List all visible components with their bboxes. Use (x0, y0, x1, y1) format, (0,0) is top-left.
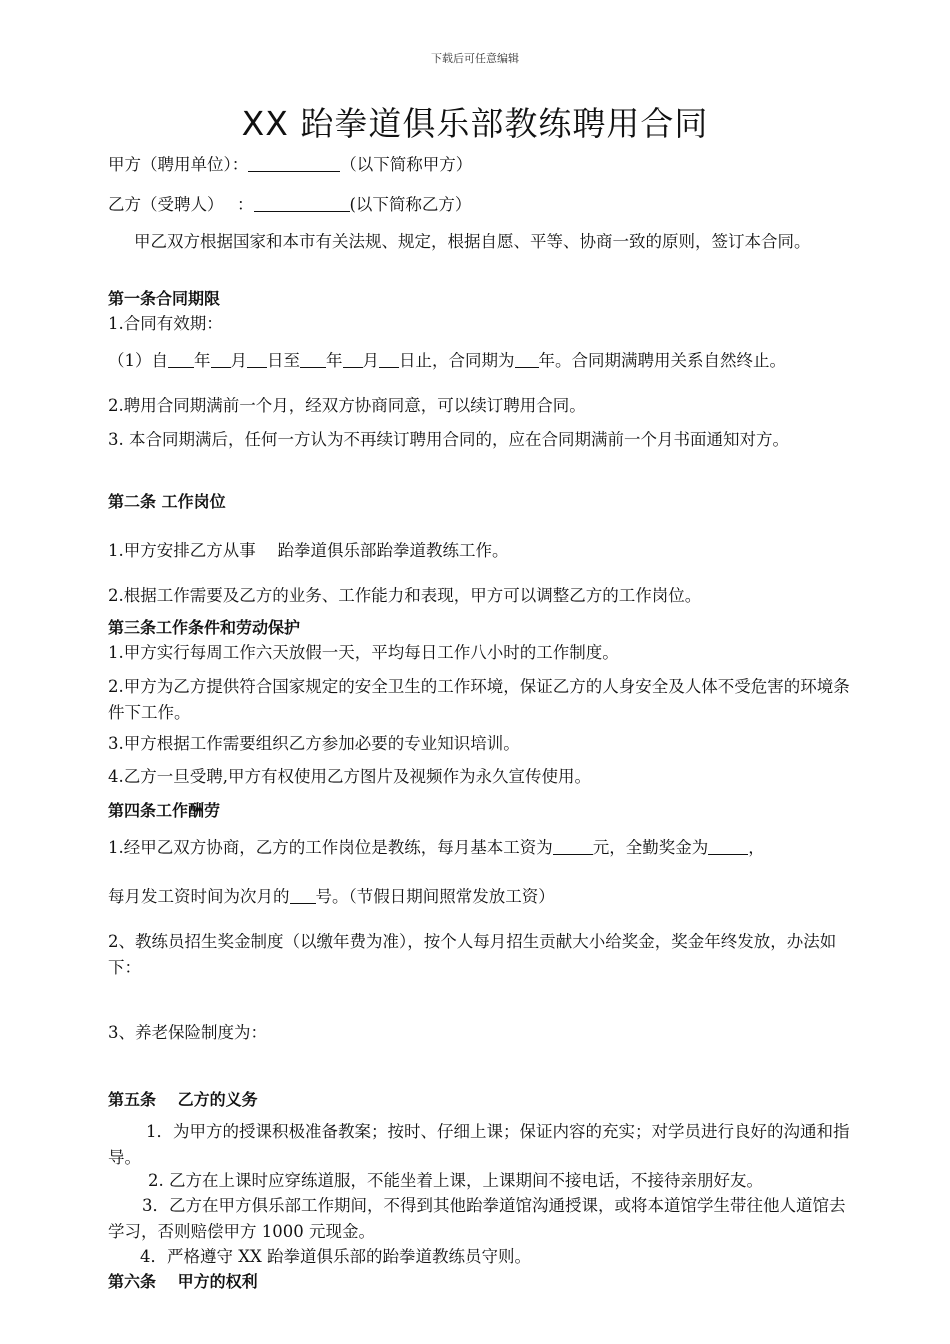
party-a-line (108, 152, 853, 178)
term-end-text: 年。合同期满聘用关系自然终止。 (538, 351, 786, 370)
article-1-term-line (108, 348, 868, 374)
end-day-blank[interactable] (379, 349, 399, 368)
party-a-label: 甲方（聘用单位）： (108, 155, 249, 174)
article-3-p1: 1.甲方实行每周工作六天放假一天，平均每日工作八小时的工作制度。 (108, 643, 619, 662)
bonus-text: 元，全勤奖金为 (592, 838, 709, 857)
term-period-text: 日止，合同期为 (399, 351, 515, 370)
party-b-blank[interactable] (254, 193, 350, 212)
term-text-start: （1）自 (108, 351, 168, 370)
article-1-heading: 第一条合同期限 (108, 289, 221, 308)
salary-comma: ， (748, 838, 765, 857)
article-2-heading: 第二条 工作岗位 (108, 492, 226, 511)
article-3-p2: 2.甲方为乙方提供符合国家规定的安全卫生的工作环境，保证乙方的人身安全及人体不受危害的环境条件下工作。 (108, 677, 850, 722)
party-a-suffix: （以下简称甲方） (340, 155, 473, 174)
article-2-p1: 1.甲方安排乙方从事 跆拳道俱乐部跆拳道教练工作。 (108, 541, 509, 560)
start-day-blank[interactable] (247, 349, 267, 368)
end-month-blank[interactable] (343, 349, 363, 368)
article-4-p2: 2、教练员招生奖金制度（以缴年费为准），按个人每月招生贡献大小给奖金，奖金年终发放，办法如下： (108, 932, 837, 977)
article-1-p2: 2.聘用合同期满前一个月，经双方协商同意，可以续订聘用合同。 (108, 396, 586, 415)
article-5-p3: 3．乙方在甲方俱乐部工作期间，不得到其他跆拳道馆沟通授课，或将本道馆学生带往他人道馆去学习，否则赔偿甲方 1000 元现金。 (108, 1196, 846, 1241)
article-2-p2: 2.根据工作需要及乙方的业务、工作能力和表现，甲方可以调整乙方的工作岗位。 (108, 586, 702, 605)
article-1-p1: 1.合同有效期： (108, 314, 223, 333)
article-4-p3: 3、养老保险制度为： (108, 1023, 267, 1042)
article-3-p3: 3.甲方根据工作需要组织乙方参加必要的专业知识培训。 (108, 734, 520, 753)
term-year-2: 年 (326, 351, 343, 370)
start-year-blank[interactable] (168, 349, 194, 368)
article-1-p3: 3. 本合同期满后，任何一方认为不再续订聘用合同的，应在合同期满前一个月书面通知对方。 (108, 430, 789, 449)
article-4-p1-cont (108, 884, 853, 910)
term-month-1: 月 (230, 351, 247, 370)
base-salary-blank[interactable] (553, 836, 593, 855)
article-4-p1 (108, 835, 853, 861)
party-b-label: 乙方（受聘人） ： (108, 195, 254, 214)
article-5-heading: 第五条 乙方的义务 (108, 1090, 258, 1109)
pay-day-text: 每月发工资时间为次月的 (108, 887, 290, 906)
start-month-blank[interactable] (211, 349, 231, 368)
pay-day-blank[interactable] (290, 885, 316, 904)
party-a-blank[interactable] (248, 153, 340, 172)
article-5-p1: 1．为甲方的授课积极准备教案；按时、仔细上课；保证内容的充实；对学员进行良好的沟通和指导。 (108, 1122, 850, 1167)
end-year-blank[interactable] (300, 349, 326, 368)
article-6-heading: 第六条 甲方的权利 (108, 1272, 258, 1291)
article-3-heading: 第三条工作条件和劳动保护 (108, 618, 301, 637)
term-month-2: 月 (362, 351, 379, 370)
bonus-blank[interactable] (708, 836, 748, 855)
party-b-line (108, 192, 853, 218)
term-day-to: 日至 (267, 351, 300, 370)
header-note: 下载后可任意编辑 (431, 52, 519, 65)
term-years-blank[interactable] (515, 349, 539, 368)
article-5-p4: 4．严格遵守 XX 跆拳道俱乐部的跆拳道教练员守则。 (140, 1247, 531, 1266)
pay-day-suffix: 号。（节假日期间照常发放工资） (315, 887, 555, 906)
salary-text: 1.经甲乙双方协商，乙方的工作岗位是教练，每月基本工资为 (108, 838, 553, 857)
document-title: XX 跆拳道俱乐部教练聘用合同 (241, 104, 709, 143)
article-4-heading: 第四条工作酬劳 (108, 801, 221, 820)
article-3-p4: 4.乙方一旦受聘,甲方有权使用乙方图片及视频作为永久宣传使用。 (108, 767, 591, 786)
party-b-suffix: (以下简称乙方） (349, 195, 472, 214)
term-year-1: 年 (194, 351, 211, 370)
article-5-p2: 2. 乙方在上课时应穿练道服，不能坐着上课，上课期间不接电话，不接待亲朋好友。 (148, 1171, 763, 1190)
intro-paragraph: 甲乙双方根据国家和本市有关法规、规定，根据自愿、平等、协商一致的原则，签订本合同。 (134, 232, 811, 251)
